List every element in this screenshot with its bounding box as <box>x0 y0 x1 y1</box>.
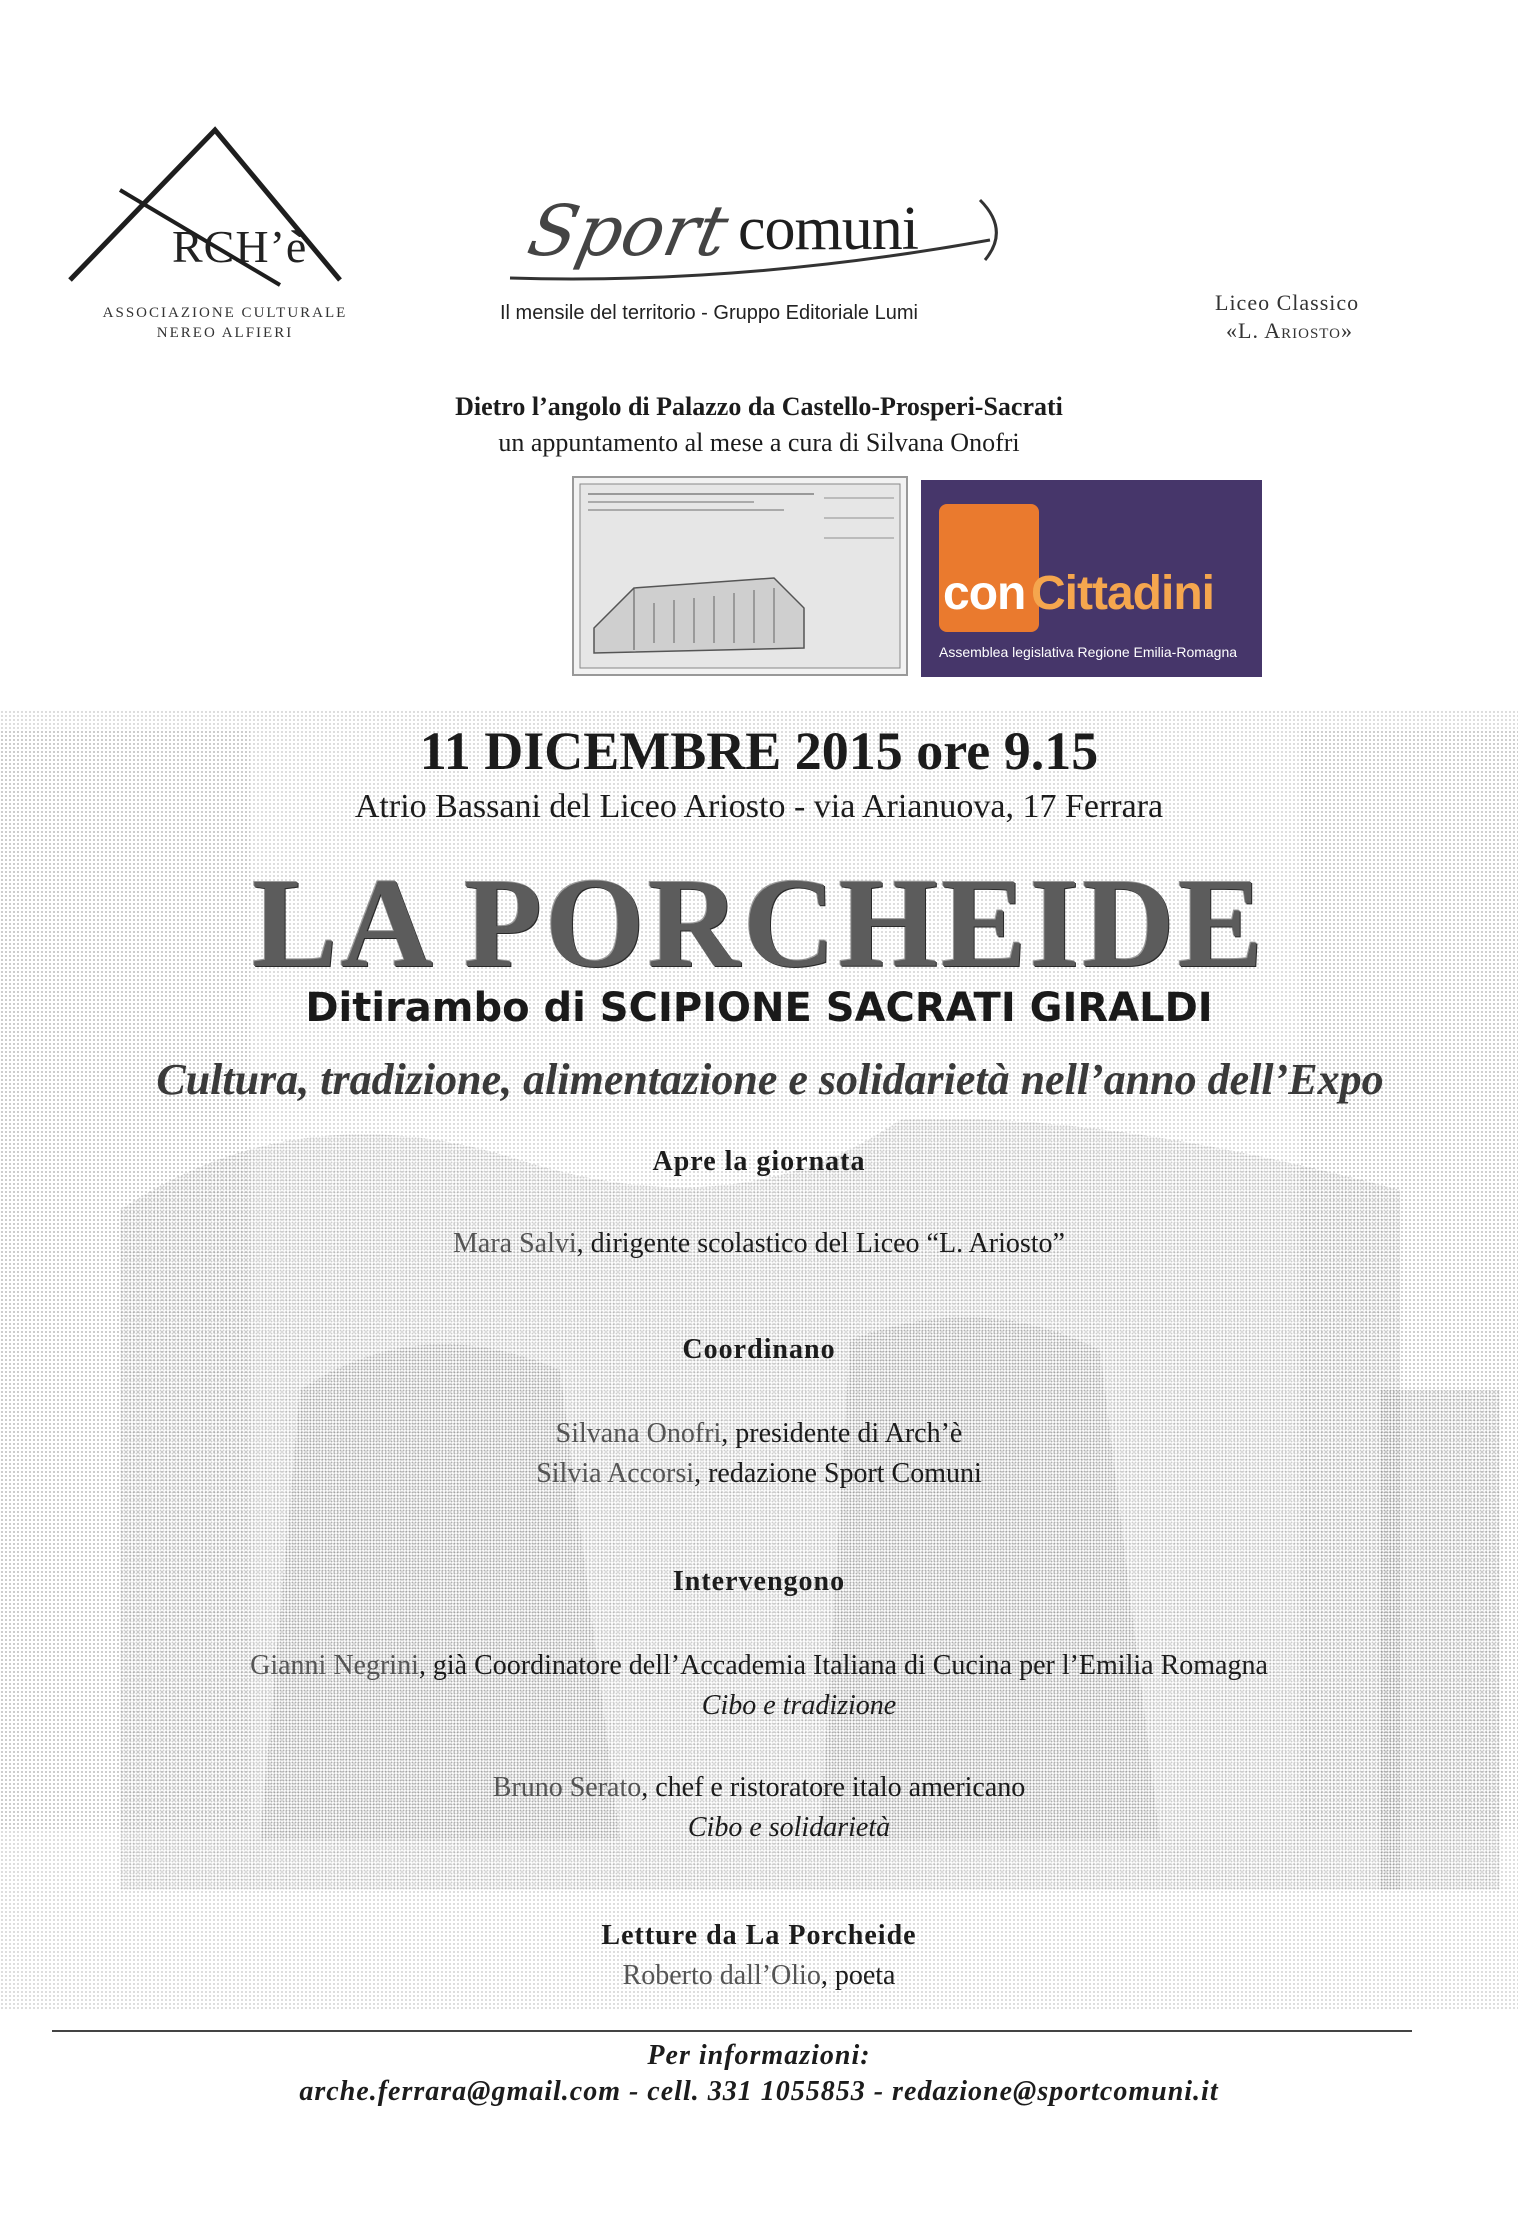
speaker-bruno-serato <box>0 1772 1518 1804</box>
palazzo-building-icon <box>574 478 906 674</box>
topic-cibo-solidarieta: Cibo e solidarietà <box>687 1812 891 1843</box>
liceo-line2: «L. Ariosto» <box>1226 318 1354 343</box>
speaker-silvana-onofri <box>0 1418 1518 1450</box>
speaker-role: , presidente di Arch’è <box>721 1418 963 1449</box>
arche-subtitle-line2: NEREO ALFIERI <box>156 325 294 341</box>
concittadini-assembly: Assemblea legislativa Regione Emilia-Romagna <box>939 644 1238 660</box>
speaker-role: , già Coordinatore dell’Accademia Italiana di Cucina per l’Emilia Romagna <box>418 1650 1268 1681</box>
concittadini-con: con <box>943 567 1026 620</box>
heading-intervengono: Intervengono <box>672 1566 846 1597</box>
arche-logo <box>60 120 360 350</box>
event-title: LA PORCHEIDE <box>252 852 1266 994</box>
event-tagline: Cultura, tradizione, alimentazione e solidarietà nell’anno dell’Expo <box>156 1055 1384 1104</box>
arche-name: RCH’è <box>172 221 308 272</box>
event-date: 11 DICEMBRE 2015 ore 9.15 <box>419 721 1099 781</box>
speaker-name: Gianni Negrini <box>250 1650 419 1681</box>
speaker-role: , dirigente scolastico del Liceo “L. Ariosto” <box>576 1228 1065 1259</box>
speaker-mara-salvi <box>0 1228 1518 1260</box>
concittadini-logo <box>921 480 1262 677</box>
intro-series-title: Dietro l’angolo di Palazzo da Castello-Prosperi-Sacrati <box>455 392 1063 421</box>
topic-cibo-tradizione: Cibo e tradizione <box>701 1690 897 1721</box>
event-subtitle: Ditirambo di SCIPIONE SACRATI GIRALDI <box>305 985 1213 1031</box>
speaker-role: , chef e ristoratore italo americano <box>641 1772 1026 1803</box>
sportcomuni-comuni: comuni <box>738 195 918 263</box>
speaker-role: , redazione Sport Comuni <box>694 1458 982 1489</box>
sportcomuni-logo <box>490 180 1010 340</box>
heading-letture: Letture da La Porcheide <box>601 1920 917 1951</box>
liceo-line1: Liceo Classico <box>1215 290 1360 315</box>
speaker-silvia-accorsi <box>0 1458 1518 1490</box>
footer-info-label: Per informazioni: <box>647 2040 871 2071</box>
heading-coordinano: Coordinano <box>682 1334 836 1365</box>
speaker-gianni-negrini <box>0 1650 1518 1682</box>
speaker-name: Silvana Onofri <box>555 1418 722 1449</box>
palazzo-photo <box>572 476 908 676</box>
intro-series-subtitle: un appuntamento al mese a cura di Silvana Onofri <box>498 428 1020 457</box>
event-venue: Atrio Bassani del Liceo Ariosto - via Arianuova, 17 Ferrara <box>354 788 1164 825</box>
arche-subtitle-line1: ASSOCIAZIONE CULTURALE <box>102 305 348 321</box>
speaker-name: Bruno Serato <box>492 1772 642 1803</box>
speaker-name: Mara Salvi <box>453 1228 577 1259</box>
sportcomuni-tagline: Il mensile del territorio - Gruppo Editoriale Lumi <box>500 302 918 324</box>
speaker-name: Roberto dall’Olio <box>622 1960 821 1991</box>
sportcomuni-sport: Sport <box>521 190 736 272</box>
footer-divider <box>52 2030 1412 2032</box>
heading-apre: Apre la giornata <box>652 1146 866 1177</box>
footer-contacts: arche.ferrara@gmail.com - cell. 331 1055853 - redazione@sportcomuni.it <box>299 2076 1219 2107</box>
concittadini-cittadini: Cittadini <box>1031 567 1214 620</box>
speaker-name: Silvia Accorsi <box>536 1458 695 1489</box>
speaker-roberto-dallolio <box>0 1960 1518 1992</box>
speaker-role: , poeta <box>820 1960 896 1991</box>
